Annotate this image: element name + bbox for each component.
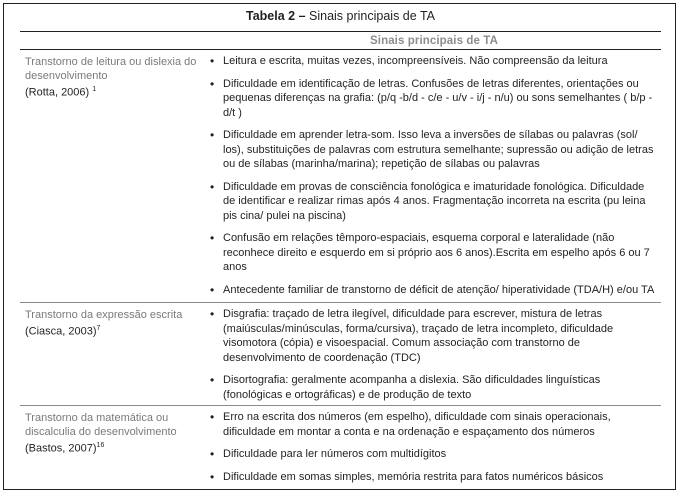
list-item: • Dificuldade para ler números com multidígitos xyxy=(210,447,658,462)
row-divider xyxy=(20,405,661,406)
caption-title: Sinais principais de TA xyxy=(305,9,435,23)
list-item: • Confusão em relações têmporo-espaciais, esquema corporal e lateralidade (não reconhece direito e esquerdo em si próprio aos 6 anos).Escrita em espelho após 6 ou 7 anos xyxy=(210,231,658,275)
disorder-name: Transtorno de leitura ou dislexia do desenvolvimento xyxy=(25,56,197,82)
list-item: • Dificuldade em provas de consciência fonológica e imaturidade fonológica. Dificuldade de identificar e realizar rimas após 4 anos. Fragmentação incorreta na escrita (pu leina pis cina/ pulei na piscina) xyxy=(210,180,658,224)
list-item: • Dificuldade em identificação de letras. Confusões de letras diferentes, orientações ou pequenas diferenças na grafia: (p/q -b/d - c/e - u/v - i/j - n/u) ou sons semelhantes ( b/p - d/t ) xyxy=(210,77,658,121)
list-item: • Disortografia: geralmente acompanha a dislexia. São dificuldades linguísticas (fonológicas e ortográficas) e de produção de texto xyxy=(210,373,658,402)
header-top-rule xyxy=(20,31,661,32)
table-caption xyxy=(0,9,681,23)
list-item: • Disgrafia: traçado de letra ilegível, dificuldade para escrever, mistura de letras (maiúsculas/minúsculas, forma/cursiva), traçado de letra incompleto, dificuldade visomotora (cópia) e visoespacial. Comum associação com transtorno de desenvolvimento de coordenação (TDC) xyxy=(210,307,658,365)
reference: (Rotta, 2006) xyxy=(25,86,90,99)
list-item: • Dificuldade em somas simples, memória restrita para fatos numéricos básicos xyxy=(210,470,658,485)
signs-list-dyscalculia xyxy=(210,410,658,492)
footnote-marker: 16 xyxy=(96,442,105,449)
disorder-name: Transtorno da matemática ou discalculia do desenvolvimento xyxy=(25,412,177,438)
caption-label: Tabela 2 – xyxy=(246,9,306,23)
column-header: Sinais principais de TA xyxy=(370,35,498,47)
list-item: • Dificuldade em aprender letra-som. Isso leva a inversões de sílabas ou palavras (sol/ los), substituições de palavras com estrutura semelhante; supressão ou adição de letras ou de sílabas (marinha/marina); repetição de sílabas ou palavras xyxy=(210,128,658,172)
disorder-name: Transtorno da expressão escrita xyxy=(25,309,183,321)
reference: (Bastos, 2007) xyxy=(25,442,97,455)
list-item: • Antecedente familiar de transtorno de déficit de atenção/ hiperatividade (TDA/H) e/ou TA xyxy=(210,283,658,298)
signs-list-written-expression xyxy=(210,307,658,410)
signs-list-dyslexia xyxy=(210,54,658,305)
row-label-written-expression xyxy=(25,308,200,339)
row-divider xyxy=(20,302,661,303)
footnote-marker: 7 xyxy=(96,325,101,332)
list-item: • Leitura e escrita, muitas vezes, incompreensíveis. Não compreensão da leitura xyxy=(210,54,658,69)
row-label-dyscalculia xyxy=(25,411,200,456)
reference: (Ciasca, 2003) xyxy=(25,325,97,338)
row-label-dyslexia xyxy=(25,55,200,100)
footnote-marker: 1 xyxy=(92,86,97,93)
header-bottom-rule xyxy=(20,49,661,50)
list-item: • Erro na escrita dos números (em espelho), dificuldade com sinais operacionais, dificuldade em montar a conta e na ordenação e espaçamento dos números xyxy=(210,410,658,439)
